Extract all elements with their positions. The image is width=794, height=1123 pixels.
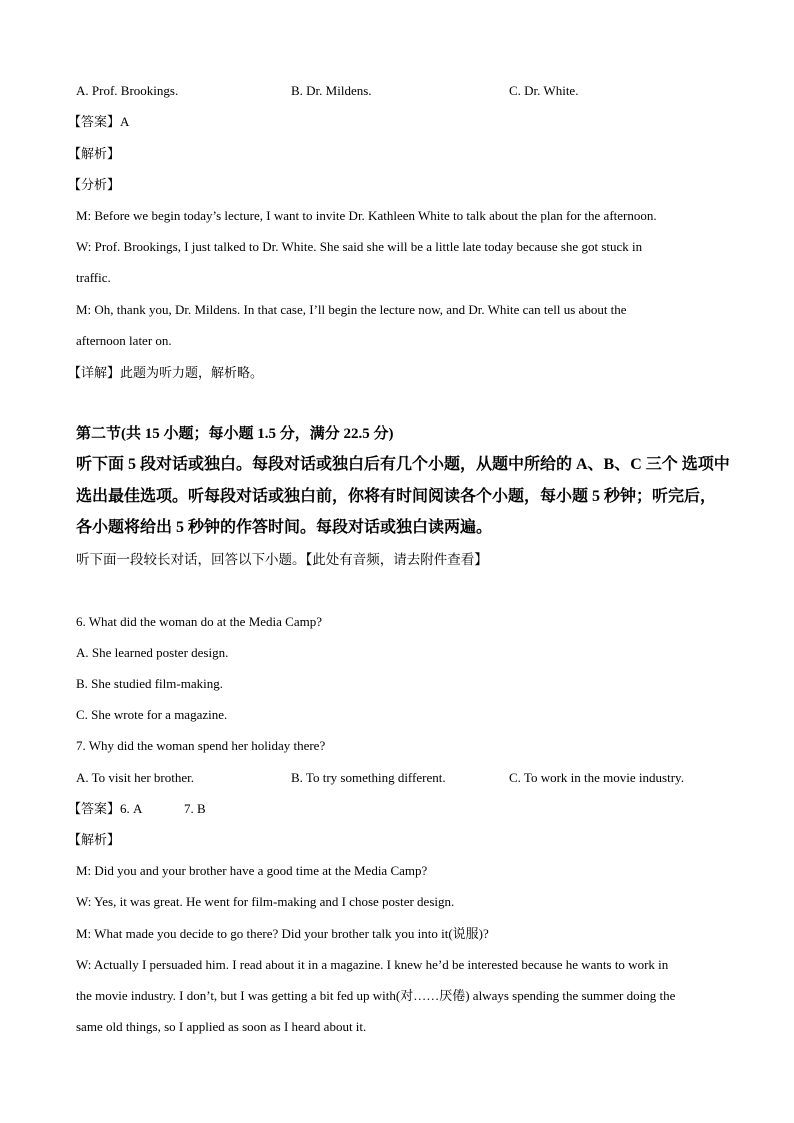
- q67-transcript-line: M: Did you and your brother have a good time at the Media Camp?: [76, 863, 428, 878]
- q67-transcript-line: same old things, so I applied as soon as I heard about it.: [76, 1019, 367, 1034]
- q5-analysis-label: 【解析】: [68, 146, 121, 161]
- q67-transcript-line: W: Yes, it was great. He went for film-making and I chose poster design.: [76, 894, 455, 909]
- q67-transcript-line: W: Actually I persuaded him. I read about it in a magazine. I knew he’d be interested because he wants to work in: [76, 957, 669, 972]
- q5-detail: 【详解】此题为听力题，解析略。: [68, 365, 264, 380]
- q5-transcript-line: M: Oh, thank you, Dr. Mildens. In that case, I’ll begin the lecture now, and Dr. White can tell us about the: [76, 302, 627, 317]
- q67-transcript-line: M: What made you decide to go there? Did your brother talk you into it(说服)?: [76, 926, 489, 941]
- section2-instruction-line: 各小题将给出 5 秒钟的作答时间。每段对话或独白读两遍。: [76, 519, 493, 536]
- q7-option-b: B. To try something different.: [291, 770, 446, 785]
- q5-option-a: A. Prof. Brookings.: [76, 83, 179, 98]
- q5-option-b: B. Dr. Mildens.: [291, 83, 372, 98]
- q5-breakdown-label: 【分析】: [68, 177, 121, 192]
- q5-transcript-line: W: Prof. Brookings, I just talked to Dr. White. She said she will be a little late today because she got stuck in: [76, 239, 643, 254]
- section2-note: 听下面一段较长对话，回答以下小题。【此处有音频，请去附件查看】: [76, 552, 488, 567]
- q5-transcript-line: afternoon later on.: [76, 333, 172, 348]
- q6-question: 6. What did the woman do at the Media Camp?: [76, 614, 322, 629]
- q67-transcript-line: the movie industry. I don’t, but I was getting a bit fed up with(对……厌倦) always spending the summer doing the: [76, 988, 676, 1003]
- section2-heading: 第二节(共 15 小题；每小题 1.5 分，满分 22.5 分): [76, 426, 394, 442]
- q5-option-c: C. Dr. White.: [509, 83, 579, 98]
- section2-instruction-line: 听下面 5 段对话或独白。每段对话或独白后有几个小题，从题中所给的 A、B、C 三个 选项中: [76, 456, 730, 473]
- q5-transcript-line: traffic.: [76, 270, 111, 285]
- q7-question: 7. Why did the woman spend her holiday there?: [76, 738, 326, 753]
- q67-answer: 【答案】6. A: [68, 801, 143, 816]
- section2-instruction-line: 选出最佳选项。听每段对话或独白前，你将有时间阅读各个小题，每小题 5 秒钟；听完后，: [76, 488, 717, 505]
- q7-option-c: C. To work in the movie industry.: [509, 770, 684, 785]
- q6-option-a: A. She learned poster design.: [76, 645, 229, 660]
- q67-answer-tail: 7. B: [184, 801, 206, 816]
- q67-analysis-label: 【解析】: [68, 832, 121, 847]
- q5-transcript-line: M: Before we begin today’s lecture, I want to invite Dr. Kathleen White to talk about the plan for the afternoon.: [76, 208, 657, 223]
- q5-answer: 【答案】A: [68, 114, 130, 129]
- q6-option-b: B. She studied film-making.: [76, 676, 223, 691]
- q6-option-c: C. She wrote for a magazine.: [76, 707, 228, 722]
- q7-option-a: A. To visit her brother.: [76, 770, 195, 785]
